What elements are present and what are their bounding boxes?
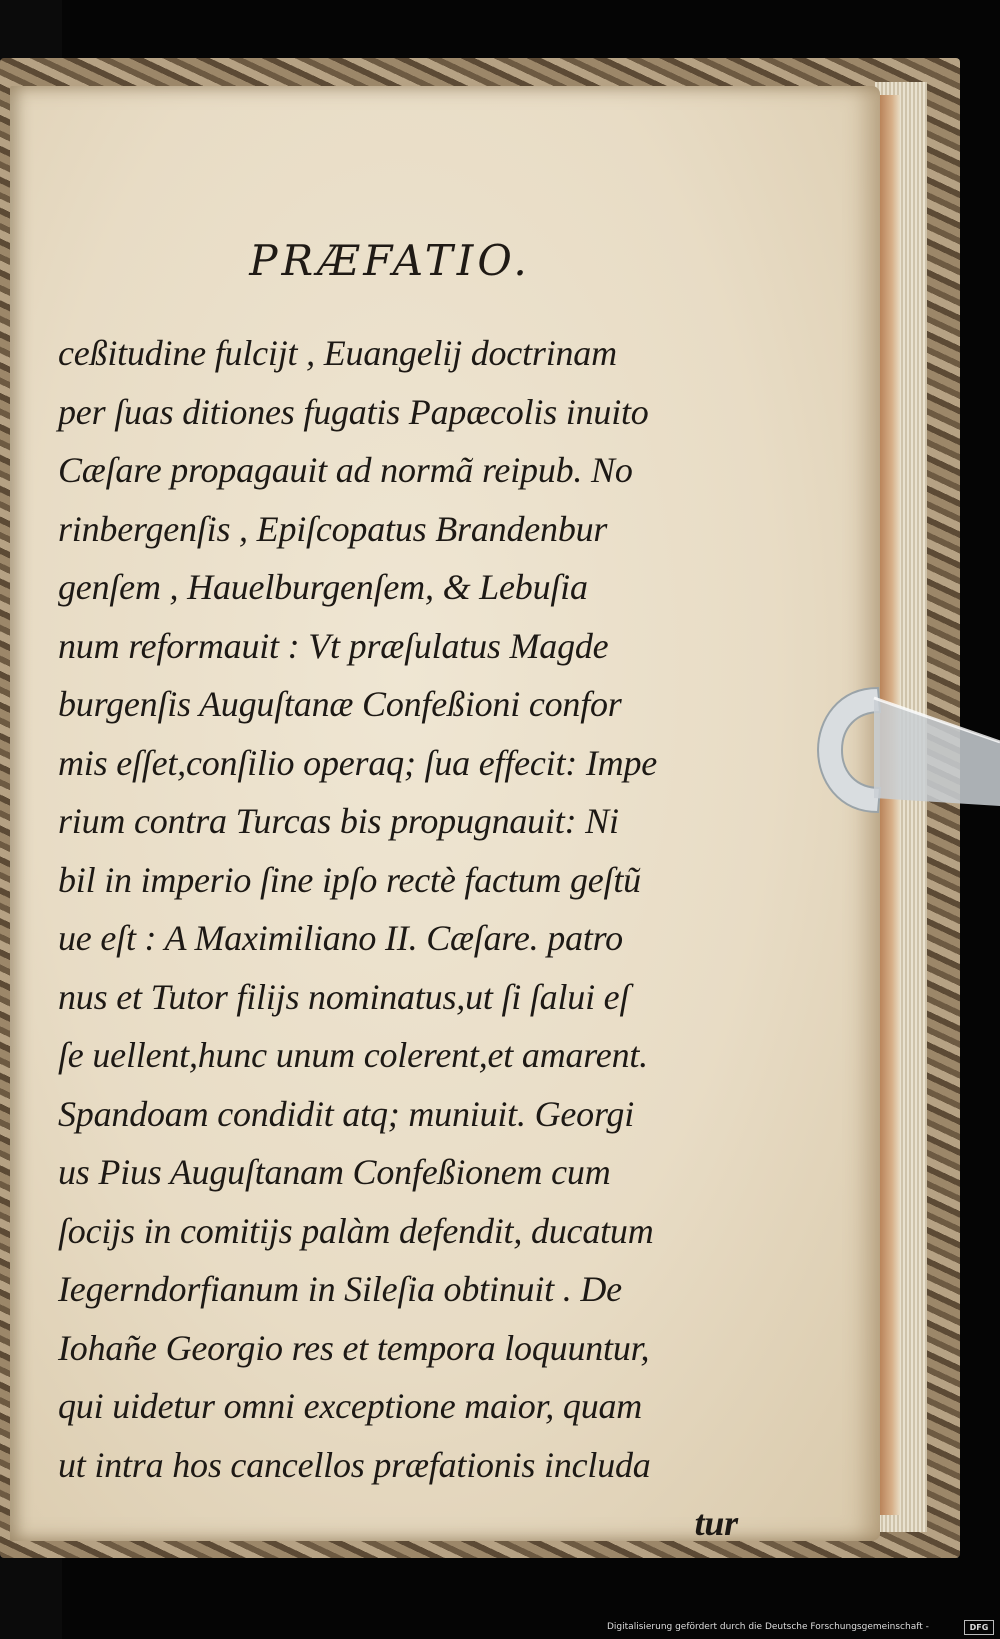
text-line: ut intra hos cancellos præfationis includa [58,1444,651,1485]
text-line: us Pius Auguſtanam Confeßionem cum [58,1152,611,1192]
running-head: PRÆFATIO. [249,236,531,285]
dfg-logo: DFG [964,1620,994,1635]
text-line: qui uidetur omni exceptione maior, quam [58,1386,643,1426]
text-line: genſem , Hauelburgenſem, & Lebuſia [58,567,588,607]
book-page [10,86,880,1541]
text-line: nus et Tutor filijs nominatus,ut ſi ſalui eſ [58,976,630,1017]
text-line: per ſuas ditiones fugatis Papæcolis inuito [58,391,649,432]
text-line: bil in imperio ſine ipſo rectè factum geſtũ [58,859,641,900]
digitization-credit: Digitalisierung gefördert durch die Deutsche Forschungsgemeinschaft - [607,1622,929,1632]
text-line: rinbergenſis , Epiſcopatus Brandenbur [58,508,608,549]
text-line: Iegerndorfianum in Sileſia obtinuit . De [58,1269,622,1309]
text-line: mis eſſet,conſilio operaq; ſua effecit: Impe [58,742,658,783]
text-line: ſe uellent,hunc unum colerent,et amarent. [58,1035,648,1075]
text-line: rium contra Turcas bis propugnauit: Ni [58,801,619,841]
page-clip-holder [808,680,1000,820]
text-block [58,324,738,1553]
text-line: num reformauit : Vt præſulatus Magde [58,625,609,666]
text-line: Spandoam condidit atq; muniuit. Georgi [58,1093,635,1134]
text-line: Cæſare propagauit ad normã reipub. No [58,450,633,490]
text-line: burgenſis Auguſtanæ Confeßioni confor [58,684,622,724]
text-line: Iohañe Georgio res et tempora loquuntur, [58,1327,650,1368]
catchword: tur [694,1503,738,1543]
text-line: ue eſt : A Maximiliano II. Cæſare. patro [58,918,623,958]
text-line: ceßitudine fulcijt , Euangelij doctrinam [58,333,617,373]
text-line: ſocijs in comitijs palàm defendit, ducatum [58,1210,654,1251]
